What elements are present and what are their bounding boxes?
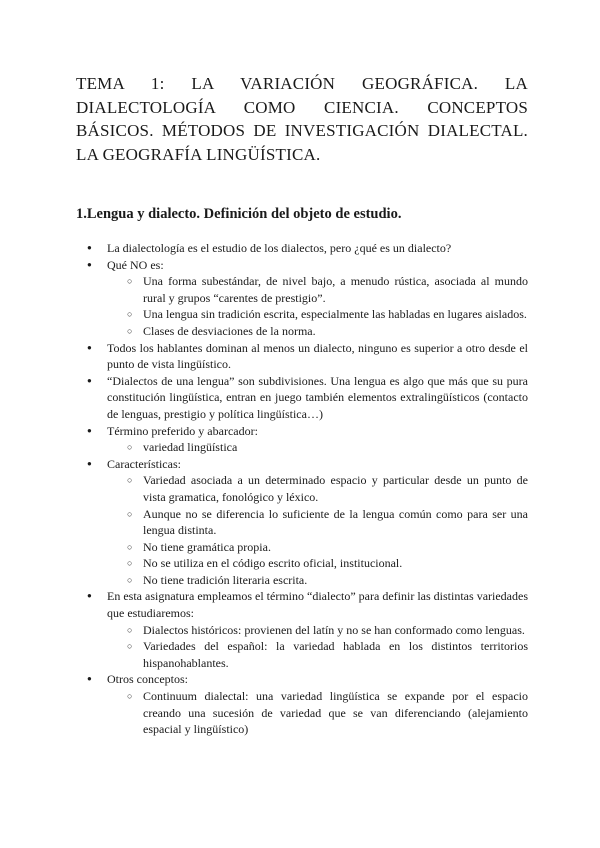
sub-bullet-list (107, 622, 528, 672)
sub-bullet-item: ○ No tiene gramática propia. (107, 539, 528, 556)
bullet-text: Todos los hablantes dominan al menos un dialecto, ninguno es superior a otro desde el punto de vista lingüístico. (107, 340, 528, 372)
bullet-item (76, 588, 528, 671)
sub-bullet-item: ○ Clases de desviaciones de la norma. (107, 323, 528, 340)
bullet-item (76, 456, 528, 589)
sub-bullet-item: ○ Aunque no se diferencia lo suficiente de la lengua común como para ser una lengua distinta. (107, 506, 528, 539)
bullet-text: “Dialectos de una lengua” son subdivisiones. Una lengua es algo que más que su pura constitución lingüística, entran en juego también elementos extralingüísticos (contacto de lenguas, prestigio y política lingüística…) (107, 373, 528, 421)
sub-bullet-item: ○ No se utiliza en el código escrito oficial, institucional. (107, 555, 528, 572)
bullet-item (76, 423, 528, 456)
bullet-text: La dialectología es el estudio de los dialectos, pero ¿qué es un dialecto? (107, 241, 452, 255)
sub-bullet-item: ○ Una forma subestándar, de nivel bajo, a menudo rústica, asociada al mundo rural y grupos “carentes de prestigio”. (107, 273, 528, 306)
bullet-text: Término preferido y abarcador: (107, 423, 258, 438)
bullet-item (76, 257, 528, 340)
sub-bullet-item: ○ No tiene tradición literaria escrita. (107, 572, 528, 589)
bullet-text: Otros conceptos: (107, 672, 188, 687)
sub-bullet-list (107, 472, 528, 588)
sub-bullet-item: ○ variedad lingüística (107, 439, 528, 456)
bullet-item (76, 373, 528, 423)
document-title: TEMA 1: LA VARIACIÓN GEOGRÁFICA. LA DIALECTOLOGÍA COMO CIENCIA. CONCEPTOS BÁSICOS. MÉTODOS DE INVESTIGACIÓN DIALECTAL. LA GEOGRAFÍA LINGÜÍSTICA. (76, 74, 528, 164)
bullet-text: Características: (107, 456, 181, 471)
sub-bullet-list (107, 273, 528, 339)
sub-bullet-item: ○ Una lengua sin tradición escrita, especialmente las habladas en lugares aislados. (107, 306, 528, 323)
sub-bullet-item: ○ Variedad asociada a un determinado espacio y particular desde un punto de vista gramatica, fonológico y léxico. (107, 472, 528, 505)
bullet-text: En esta asignatura empleamos el término “dialecto” para definir las distintas variedades que estudiaremos: (107, 589, 528, 621)
sub-bullet-list (107, 688, 528, 738)
sub-bullet-item: ○ Continuum dialectal: una variedad lingüística se expande por el espacio creando una sucesión de variedad que se van diferenciando (alejamiento espacial y lingüístico) (107, 688, 528, 738)
sub-bullet-item: ○ Variedades del español: la variedad hablada en los distintos territorios hispanohablantes. (107, 638, 528, 671)
section-heading: 1.Lengua y dialecto. Definición del objeto de estudio. (76, 206, 402, 222)
sub-bullet-list (107, 439, 528, 456)
bullet-list (76, 240, 528, 738)
bullet-item (76, 240, 528, 257)
bullet-item (76, 340, 528, 373)
bullet-item (76, 671, 528, 737)
bullet-text: Qué NO es: (107, 257, 164, 272)
sub-bullet-item: ○ Dialectos históricos: provienen del latín y no se han conformado como lenguas. (107, 622, 528, 639)
